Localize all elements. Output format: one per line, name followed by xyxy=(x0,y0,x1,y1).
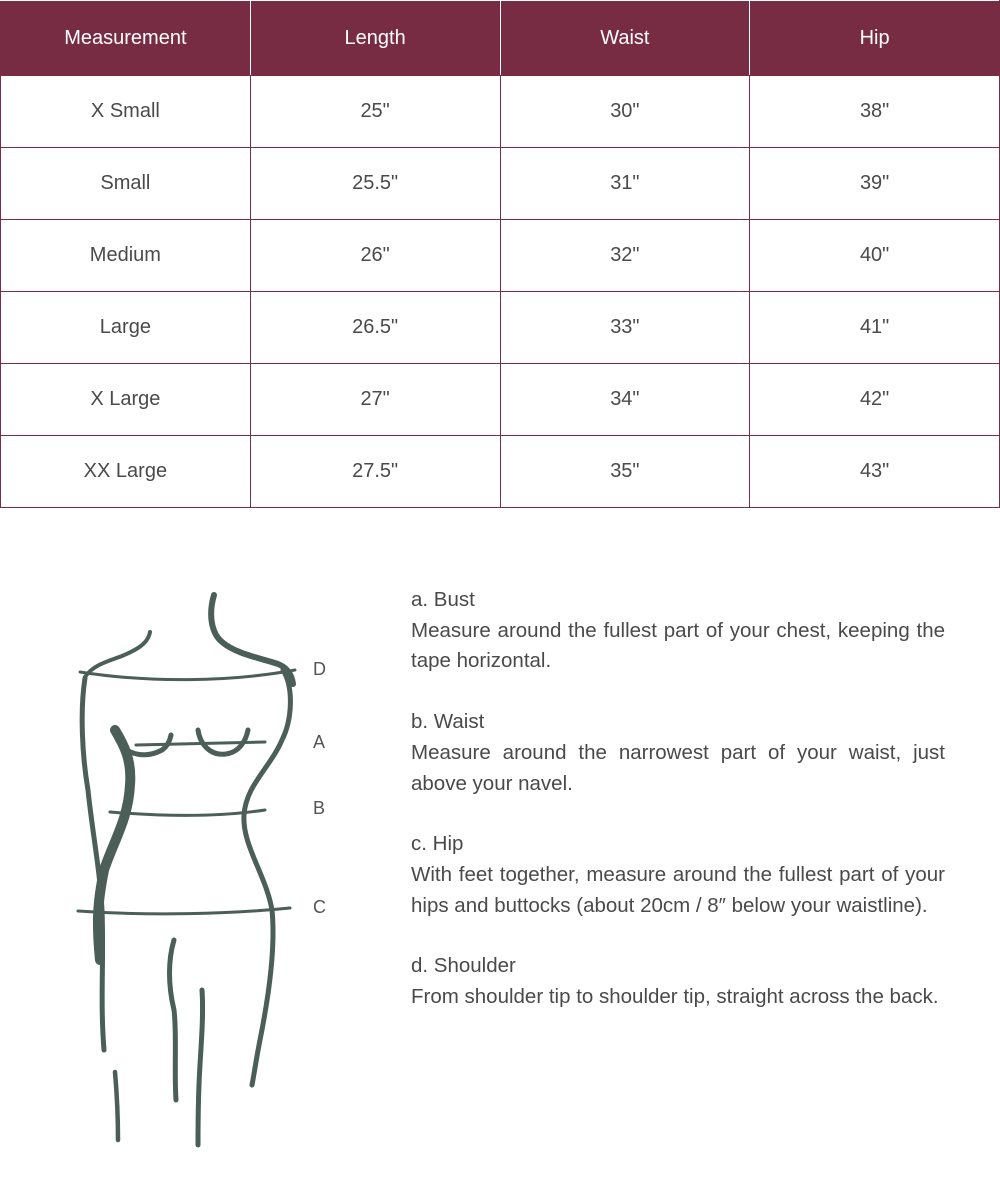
cell-length: 26.5" xyxy=(250,292,500,364)
table-row xyxy=(1,364,1000,436)
label-d: D xyxy=(313,659,326,679)
guide-heading: a. Bust xyxy=(411,588,475,611)
guide-item-hip xyxy=(411,829,945,921)
table-row xyxy=(1,76,1000,148)
column-header-waist: Waist xyxy=(500,1,750,76)
cell-size: XX Large xyxy=(1,436,251,508)
cell-hip: 38" xyxy=(750,76,1000,148)
cell-length: 25.5" xyxy=(250,148,500,220)
table-row xyxy=(1,292,1000,364)
column-header-hip: Hip xyxy=(750,1,1000,76)
label-c: C xyxy=(313,897,326,917)
cell-hip: 43" xyxy=(750,436,1000,508)
cell-waist: 35" xyxy=(500,436,750,508)
inner-body-stroke xyxy=(98,730,130,960)
cell-size: Medium xyxy=(1,220,251,292)
column-header-measurement: Measurement xyxy=(1,1,251,76)
cell-waist: 31" xyxy=(500,148,750,220)
label-b: B xyxy=(313,798,326,818)
cell-hip: 40" xyxy=(750,220,1000,292)
cell-waist: 33" xyxy=(500,292,750,364)
table-row xyxy=(1,220,1000,292)
cell-hip: 41" xyxy=(750,292,1000,364)
cell-size: X Large xyxy=(1,364,251,436)
body-measurement-figure xyxy=(60,580,360,1160)
inner-leg-stroke xyxy=(198,990,203,1145)
body-measurement-illustration-icon xyxy=(60,580,360,1160)
cell-waist: 30" xyxy=(500,76,750,148)
table-header-row xyxy=(1,1,1000,76)
cell-size: Large xyxy=(1,292,251,364)
cell-waist: 32" xyxy=(500,220,750,292)
cell-length: 27.5" xyxy=(250,436,500,508)
neck-left-stroke xyxy=(85,632,150,677)
guide-description: Measure around the narrowest part of your waist, just above your navel. xyxy=(411,740,945,795)
cell-size: X Small xyxy=(1,76,251,148)
guide-heading: c. Hip xyxy=(411,832,464,856)
cell-hip: 39" xyxy=(750,148,1000,220)
left-torso-stroke xyxy=(82,678,104,1050)
hip-measure-line xyxy=(78,908,290,914)
guide-description: Measure around the fullest part of your chest, keeping the tape horizontal. xyxy=(411,618,945,673)
guide-description: From shoulder tip to shoulder tip, straight across the back. xyxy=(411,985,939,1009)
guide-item-shoulder xyxy=(411,951,945,1012)
guide-heading: b. Waist xyxy=(411,710,485,734)
guide-description: With feet together, measure around the fullest part of your hips and buttocks (about 20cm / 8″ below your waistline). xyxy=(411,862,945,917)
measurement-guide xyxy=(411,585,945,1043)
cell-length: 26" xyxy=(250,220,500,292)
cell-size: Small xyxy=(1,148,251,220)
cell-hip: 42" xyxy=(750,364,1000,436)
right-body-stroke xyxy=(244,670,291,1085)
guide-heading: d. Shoulder xyxy=(411,954,516,978)
inner-leg-stroke xyxy=(170,940,177,1100)
bust-measure-line xyxy=(136,742,265,745)
guide-item-waist xyxy=(411,707,945,799)
cell-waist: 34" xyxy=(500,364,750,436)
cell-length: 25" xyxy=(250,76,500,148)
table-row xyxy=(1,148,1000,220)
cell-length: 27" xyxy=(250,364,500,436)
size-chart-table xyxy=(0,0,1000,508)
left-leg-stroke xyxy=(115,1072,118,1140)
shoulder-measure-line xyxy=(80,670,295,680)
guide-item-bust xyxy=(411,585,945,677)
table-row xyxy=(1,436,1000,508)
column-header-length: Length xyxy=(250,1,500,76)
label-a: A xyxy=(313,732,326,752)
